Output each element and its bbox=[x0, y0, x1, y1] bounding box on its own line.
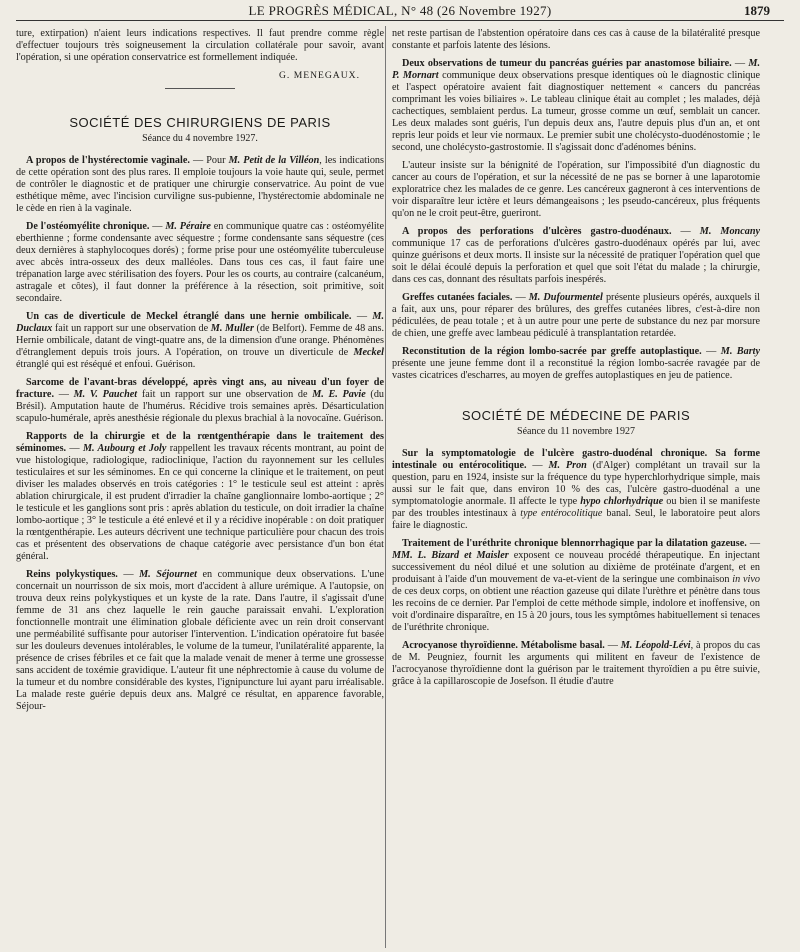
article-acrocyanose: Acrocyanose thyroïdienne. Métabolisme basal. — M. Léopold-Lévi, à propos du cas de M. Peugniez, fournit les arguments qui militent en faveur de l'existence de l'acrocyanose thyroïdienne dont la guérison par le traitement thyroïdien a pu être suivie, grâce à la capillaroscopie de Josefson. Il étudie d'autre bbox=[392, 640, 761, 687]
author-name: M. Petit de la Villéon bbox=[228, 155, 320, 166]
author-signature: G. MENEGAUX. bbox=[278, 70, 360, 81]
article-body: à propos du cas de M. Peugniez, fournit les arguments qui militent en faveur de l'existence de l'acrocyanose thyroïdienne dont la guérison par le traitement thyroïdien a pu être suivie, grâce à la capillaroscopie de Josefson. Il étudie d'autre bbox=[392, 640, 761, 687]
article-pancreas-cont: L'auteur insiste sur la bénignité de l'opération, sur l'impossibité d'un diagnostic du cancer au cours de l'opération, et sur la nécessité de ne pas se borner à une laparotomie exploratrice chez les malades de ce genre. Les cancéreux gagneront à ces interventions de voir disparaître leur ictère et leurs démangeaisons ; les pseudo-cancéreux, plus fréquents qu'on ne le croit peut-être, gueriront. bbox=[392, 160, 760, 219]
article-heading: Traitement de l'uréthrite chronique blennorrhagique par la dilatation gazeuse. bbox=[402, 538, 747, 549]
separator-rule bbox=[165, 88, 235, 89]
article-body: les indications de cette opération sont des plus rares. Il emploie toujours la voie haute qui, seule, permet de contrôler le diagnostic et de pratiquer une chirurgie conservatrice. Au point de vue esthétique même, avec l'incision curviligne sus-pubienne, l'hystérectomie abdominale ne le cède en rien à la vaginale. bbox=[16, 155, 384, 214]
article-heading: Reconstitution de la région lombo-sacrée par greffe autoplastique. bbox=[402, 346, 702, 357]
page-number: 1879 bbox=[744, 3, 770, 18]
running-header bbox=[0, 0, 800, 22]
article-body: de ces deux corps, on obtient une réaction gazeuse qui dilate l'urèthre et pénètre dans tous les recoins de ce dernier. Par l'emploi de cette méthode simple, indolore et inoffensive, on voit d'ordinaire disparaître, en 15 à 20 jours, tous les symptômes habituellement si tenaces de l'uréthrite chronique. bbox=[392, 586, 760, 633]
term: type entérocolitique bbox=[520, 508, 603, 519]
continued-paragraph: net reste partisan de l'abstention opératoire dans ces cas à cause de la bilatéralité presque constante et parfois latente des lésions. bbox=[392, 28, 760, 51]
article-heading: Reins polykystiques. bbox=[26, 569, 118, 580]
article-meckel: Un cas de diverticule de Meckel étranglé dans une hernie ombilicale. — M. Duclaux fait un rapport sur une observation de M. Muller (de Belfort). Femme de 48 ans. Hernie ombilicale, datant de vingt-quatre ans, de la dimension d'une orange. Phénomènes d'étranglement depuis trois jours. A l'opération, on trouve un diverticule de Meckel étranglé qui est réséqué et enfoui. Guérison. bbox=[16, 311, 385, 370]
term: in vivo bbox=[732, 574, 760, 585]
article-heading: Sur la symptomatologie de l'ulcère gastro-duodénal chronique. Sa forme intestinale ou entérocolitique. bbox=[392, 448, 760, 471]
left-column bbox=[16, 28, 384, 719]
article-body: communique 17 cas de perforations d'ulcères gastro-duodénaux opérés par lui, avec quinze guérisons et deux morts. Il insiste sur la nécessité de pratiquer l'opération quel que soit le délai écoulé depuis la perforation et quel que soit l'état du malade ; la chirurgie, dans ces cas, donnant des résultats parfois inespérés. bbox=[392, 238, 760, 285]
article-heading: Acrocyanose thyroïdienne. Métabolisme basal. bbox=[402, 640, 605, 651]
article-body: ou bien il se manifeste par des troubles intestinaux à bbox=[392, 496, 761, 519]
author-name: M. E. Pavie bbox=[312, 389, 366, 400]
article-heading: A propos de l'hystérectomie vaginale. bbox=[26, 155, 190, 166]
article-pancreas: Deux observations de tumeur du pancréas guéries par anastomose biliaire. — M. P. Mornart communique deux observations presque identiques où le diagnostic clinique et l'aspect opératoire avaient fait diagnostiquer nettement « cancers du pancréas comprimant les voies biliaires ». Le tableau clinique était au complet ; les malades, déjà cachectiques, semblaient perdus. La tumeur, grosse comme un œuf, semblait un cancer. Les deux malades sont guéris, l'un depuis deux ans, l'autre depuis plus d'un an, et ont repris leur poids et leur vie normaux. Le premier subit une cholécysto-duodénostomie ; le second, une cholécysto-gastrostomie. Il s'agissait donc d'adénomes bénins. bbox=[392, 58, 760, 153]
article-body: en communique quatre cas : ostéomyélite eberthienne ; forme condensante avec séquestre ; forme condensante sans séquestre (ces deux dernières à staphylocoques dorés) ; forme prise pour une ostéomyélite tuberculeuse avec abcès intra-osseux des deux malléoles. Dans tous ces cas, il faut faire une trépanation large avec stérilisation des foyers. Pour les os courts, au contraire (calcanéum, astragale et côtes), il faut donner la préférence à la résection, soit primitive, soit secondaire. bbox=[16, 221, 384, 304]
article-body: en communique deux observations. L'une concernait un nourrisson de six mois, mort d'accident à allure urémique. A l'autopsie, on trouva deux reins polykystiques et un kyste de la rate. Dans l'autre, il s'agissait d'une femme de 31 ans chez laquelle le rein gauche paraissait envahi. L'exploration fonctionnelle montrait une élimination globale déficiente avec un rein droit conservant une perméabilité suffisante pour autoriser l'intervention. L'indication opératoire fut basée sur les douleurs devenues intolérables, le volume de la tumeur, l'unilatéralité apparente, la présence de crises fébriles et ce fait que la malade venait de mener à terme une grossesse sans accident de toxémie gravidique. L'auteur fit une néphrectomie à cause du volume de la tumeur et du nombre considérable des kystes, l'ignipuncture lui ayant paru irréalisable. La malade reste guérie depuis deux ans. Malgré ce résultat, en apparence favorable, Séjour- bbox=[16, 569, 385, 712]
article-heading: Rapports de la chirurgie et de la rœntgenthérapie dans le traitement des séminomes. bbox=[16, 431, 384, 454]
header-rule bbox=[16, 20, 784, 21]
article-greffes: Greffes cutanées faciales. — M. Dufourmentel présente plusieurs opérés, auxquels il a fait, aux uns, pour réparer des brûlures, des greffes cutanées libres, c'est-à-dire non pédiculées, de peau totale ; et à un autre pour une perte de substance du nez par morsure de chien, une greffe avec lambeau pédiculé à transplantation retardée. bbox=[392, 292, 761, 339]
article-body: (d'Alger) complétant un travail sur la question, paru en 1924, insiste sur la fréquence du type hyperchlorhydrique simple, mais aussi sur le fait que, dans environ 10 % des cas, l'ulcère gastro-duodénal a une symptomatologie anormale. Il affecte le type bbox=[392, 460, 761, 507]
article-lombo-sacree: Reconstitution de la région lombo-sacrée par greffe autoplastique. — M. Barty présente une jeune femme dont il a reconstitué la région lombo-sacrée ravagée par de vastes cicatrices d'escharres, au moyen de greffes autoplastiques en jeu de patience. bbox=[392, 346, 761, 381]
journal-title: LE PROGRÈS MÉDICAL, N° 48 (26 Novembre 1927) bbox=[248, 3, 552, 18]
article-body: fait un rapport sur une observation de bbox=[141, 389, 308, 400]
article-urethrite: Traitement de l'uréthrite chronique blennorrhagique par la dilatation gazeuse. — MM. L. Bizard et Maisler exposent ce nouveau procédé thérapeutique. En injectant successivement du néol dilué et une solution au dixième de protéinate d'argent, et en produisant à l'aide d'un mouvement de va-et-vient de la seringue une combinaison in vivo de ces deux corps, on obtient une réaction gazeuse qui dilate l'urèthre et pénètre dans tous les recoins de ce dernier. Par l'emploi de cette méthode simple, indolore et inoffensive, on voit d'ordinaire disparaître, en 15 à 20 jours, tous les symptômes habituellement si tenaces de l'uréthrite chronique. bbox=[392, 538, 761, 633]
term: hypo chlorhydrique bbox=[580, 496, 664, 507]
article-hysterectomie: A propos de l'hystérectomie vaginale. — Pour M. Petit de la Villéon, les indications de cette opération sont des plus rares. Il emploie toujours la voie haute qui, seule, permet de contrôler le diagnostic et de pratiquer une chirurgie conservatrice. Au point de vue esthétique même, avec l'incision curviligne sus-pubienne, l'hystérectomie abdominale ne le cède en rien à la vaginale. bbox=[16, 155, 384, 214]
article-heading: Greffes cutanées faciales. bbox=[402, 292, 513, 303]
article-body: présente plusieurs opérés, auxquels il a fait, aux uns, pour réparer des brûlures, des greffes cutanées libres, c'est-à-dire non pédiculées, de peau totale ; et à un autre pour une perte de substance du nez par morsure de chien, une greffe avec lambeau pédiculé à transplantation retardée. bbox=[392, 292, 761, 339]
article-body: rappellent les travaux récents montrant, au point de vue histologique, radiologique, radioclinique, l'action du rayonnement sur les cellules testiculaires et sur les séminomes. En ce qui concerne la clinique et le traitement, on peut diviser les malades observés en trois catégories : 1° le testicule seul est atteint : après ablation chirurgicale, il est prudent d'irradier la chaîne ganglionnaire lombo-aortique ; 2° le testicule et les ganglions sont pris : après ablation du testicule, on doit irradier la chaîne lombo-aortique ; 3° le testicule a été enlevé et il y a récidive inopérable : on doit pratiquer la rœntgenthérapie. Les auteurs décrivent une technique particulière pour chacun des trois cas et présentent des observations de chaque catégorie avec persistance d'un bon état général. bbox=[16, 443, 384, 562]
article-ulcere: Sur la symptomatologie de l'ulcère gastro-duodénal chronique. Sa forme intestinale ou entérocolitique. — M. Pron (d'Alger) complétant un travail sur la question, paru en 1924, insiste sur la fréquence du type hyperchlorhydrique simple, mais aussi sur le fait que, dans environ 10 % des cas, l'ulcère gastro-duodénal a une symptomatologie anormale. Il affecte le type hypo chlorhydrique ou bien il se manifeste par des troubles intestinaux à type entérocolitique banal. Seul, le laboratoire peut alors faire le diagnostic. bbox=[392, 448, 761, 531]
article-body: exposent ce nouveau procédé thérapeutique. En injectant successivement du néol dilué et une solution au dixième de protéinate d'argent, et en produisant à l'aide d'un mouvement de va-et-vient de la seringue une combinaison bbox=[392, 550, 761, 585]
column-divider bbox=[385, 26, 386, 948]
author-name: M. Duclaux bbox=[16, 311, 384, 334]
article-body: présente une jeune femme dont il a reconstitué la région lombo-sacrée ravagée par de vastes cicatrices d'escharres, au moyen de greffes autoplastiques en jeu de patience. bbox=[392, 358, 760, 381]
author-name: M. Dufourmentel bbox=[528, 292, 603, 303]
article-heading: Sarcome de l'avant-bras développé, après vingt ans, au niveau d'un foyer de fracture. bbox=[16, 377, 384, 400]
article-body: fait un rapport sur une observation de bbox=[54, 323, 209, 334]
article-body: banal. Seul, le laboratoire peut alors faire le diagnostic. bbox=[392, 508, 761, 531]
society-title: SOCIÉTÉ DES CHIRURGIENS DE PARIS bbox=[69, 115, 331, 130]
article-heading: De l'ostéomyélite chronique. bbox=[26, 221, 150, 232]
article-osteomyelite: De l'ostéomyélite chronique. — M. Péraire en communique quatre cas : ostéomyélite eberthienne ; forme condensante avec séquestre ; forme condensante sans séquestre (ces deux dernières à staphylocoques dorés) ; forme prise pour une ostéomyélite tuberculeuse avec abcès intra-osseux des deux malléoles. Dans tous ces cas, il faut faire une trépanation large avec stérilisation des foyers. Pour les os courts, au contraire (calcanéum, astragale et côtes), il faut donner la préférence à la résection, soit primitive, soit secondaire. bbox=[16, 221, 384, 304]
article-perforations: A propos des perforations d'ulcères gastro-duodénaux. — M. Moncany communique 17 cas de perforations d'ulcères gastro-duodénaux opérés par lui, avec quinze guérisons et deux morts. Il insiste sur la nécessité de pratiquer l'opération quel que soit le délai écoulé depuis la perforation et quel que soit l'état du malade ; la chirurgie, dans ces cas, donnant des résultats parfois inespérés. bbox=[392, 226, 761, 285]
author-name: M. Moncany bbox=[699, 226, 761, 237]
author-name: M. P. Mornart bbox=[392, 58, 760, 81]
article-body: (du Brésil). Amputation haute de l'humérus. Récidive trois semaines après. Désarticulation scapulo-humérale, après anesthésie régionale du plexus brachial à la novocaïne. Guérison. bbox=[16, 389, 385, 424]
right-column bbox=[392, 28, 760, 694]
author-name: M. Léopold-Lévi bbox=[620, 640, 691, 651]
article-heading: Deux observations de tumeur du pancréas guéries par anastomose biliaire. bbox=[402, 58, 732, 69]
author-name: M. Péraire bbox=[165, 221, 211, 232]
article-body: étranglé qui est réséqué et enfoui. Guérison. bbox=[16, 359, 196, 370]
article-body: communique deux observations presque identiques où le diagnostic clinique et l'aspect opératoire avaient fait diagnostiquer nettement « cancers du pancréas comprimant les voies biliaires ». Le tableau clinique était au complet ; les malades, déjà cachectiques, semblaient perdus. La tumeur, grosse comme un œuf, semblait un cancer. Les deux malades sont guéris, l'un depuis deux ans, l'autre depuis plus d'un an, et ont repris leur poids et leur vie normaux. Le premier subit une cholécysto-duodénostomie ; le second, une cholécysto-gastrostomie. Il s'agissait donc d'adénomes bénins. bbox=[392, 70, 760, 153]
article-body: (de Belfort). Femme de 48 ans. Hernie ombilicale, datant de vingt-quatre ans, de la dimension d'une orange. Phénomènes d'étranglement depuis trois jours. A l'opération, on trouve un diverticule de bbox=[16, 323, 384, 358]
author-name: M. Muller bbox=[210, 323, 254, 334]
article-reins: Reins polykystiques. — M. Séjournet en communique deux observations. L'une concernait un nourrisson de six mois, mort d'accident à allure urémique. A l'autopsie, on trouva deux reins polykystiques et un kyste de la rate. Dans l'autre, il s'agissait d'une femme de 31 ans chez laquelle le rein gauche paraissait envahi. L'exploration fonctionnelle montrait une élimination globale déficiente avec un rein droit conservant une perméabilité suffisante pour autoriser l'intervention. L'indication opératoire fut basée sur les douleurs devenues intolérables, le volume de la tumeur, l'unilatéralité apparente, la présence de crises fébriles et ce fait que la malade venait de mener à terme une grossesse sans accident de toxémie gravidique. L'auteur fit une néphrectomie à cause du volume de la tumeur et du nombre considérable des kystes, l'ignipuncture lui ayant paru irréalisable. La malade reste guérie depuis deux ans. Malgré ce résultat, en apparence favorable, Séjour- bbox=[16, 569, 385, 712]
session-date: Séance du 11 novembre 1927 bbox=[517, 426, 635, 437]
session-date: Séance du 4 novembre 1927. bbox=[142, 133, 258, 144]
author-name: M. Pron bbox=[548, 460, 587, 471]
article-heading: Un cas de diverticule de Meckel étranglé dans une hernie ombilicale. bbox=[26, 311, 352, 322]
article-seminomes: Rapports de la chirurgie et de la rœntgenthérapie dans le traitement des séminomes. — M. Aubourg et Joly rappellent les travaux récents montrant, au point de vue histologique, radiologique, radioclinique, l'action du rayonnement sur les cellules testiculaires et sur les séminomes. En ce qui concerne la clinique et le traitement, on peut diviser les malades observés en trois catégories : 1° le testicule seul est atteint : après ablation chirurgicale, il est prudent d'irradier la chaîne ganglionnaire lombo-aortique ; 2° le testicule et les ganglions sont pris : après ablation du testicule, on doit irradier la chaîne lombo-aortique ; 3° le testicule a été enlevé et il y a récidive inopérable : on doit pratiquer la rœntgenthérapie. Les auteurs décrivent une technique particulière pour chacun des trois cas et présentent des observations de chaque catégorie avec persistance d'un bon état général. bbox=[16, 431, 384, 562]
intro-paragraph: ture, extirpation) n'aient leurs indications respectives. Il faut prendre comme règle d'effectuer toujours très soigneusement la circulation collatérale pour savoir, avant l'opération, si une opération conservatrice est formellement indiquée. bbox=[16, 28, 384, 63]
society-title: SOCIÉTÉ DE MÉDECINE DE PARIS bbox=[461, 408, 691, 423]
author-name: M. V. Pauchet bbox=[73, 389, 138, 400]
article-sarcome: Sarcome de l'avant-bras développé, après vingt ans, au niveau d'un foyer de fracture. — M. V. Pauchet fait un rapport sur une observation de M. E. Pavie (du Brésil). Amputation haute de l'humérus. Récidive trois semaines après. Désarticulation scapulo-humérale, après anesthésie régionale du plexus brachial à la novocaïne. Guérison. bbox=[16, 377, 385, 424]
term: Meckel bbox=[353, 347, 385, 358]
author-name: M. Séjournet bbox=[139, 569, 197, 580]
article-heading: A propos des perforations d'ulcères gastro-duodénaux. bbox=[402, 226, 672, 237]
author-name: MM. L. Bizard et Maisler bbox=[392, 550, 509, 561]
author-name: M. Barty bbox=[720, 346, 761, 357]
author-name: M. Aubourg et Joly bbox=[82, 443, 167, 454]
